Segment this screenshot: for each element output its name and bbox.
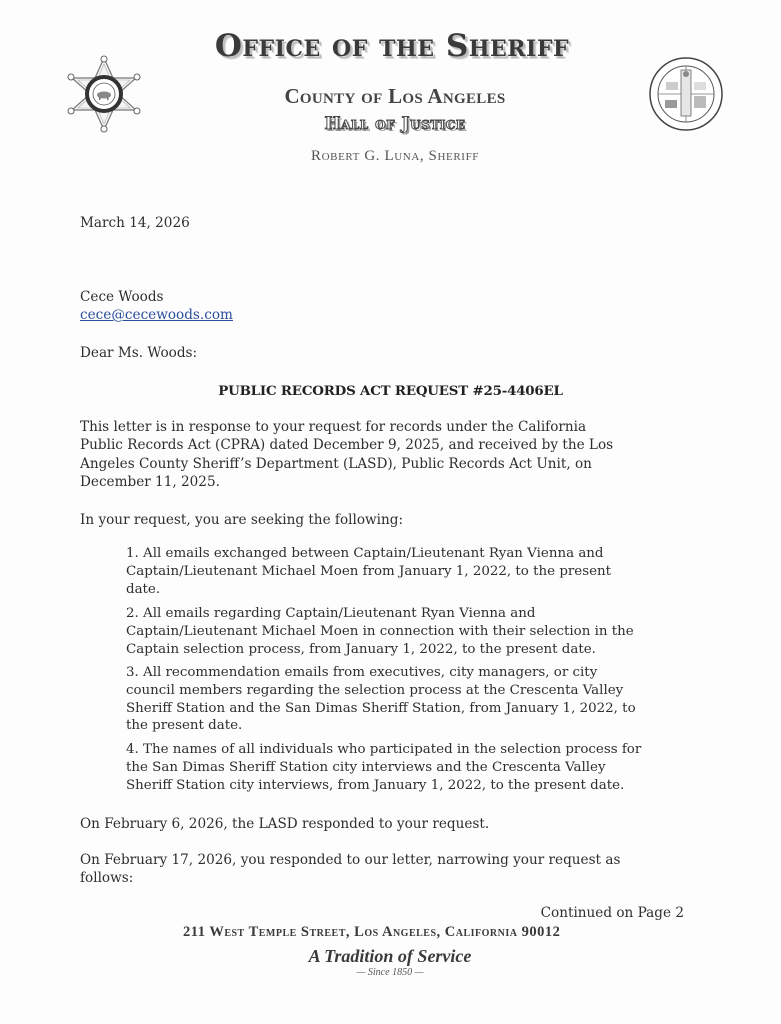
recipient-name: Cece Woods	[80, 289, 164, 305]
response-paragraph: On February 6, 2026, the LASD responded to your request.	[80, 816, 490, 832]
continued-note: Continued on Page 2	[540, 905, 684, 921]
narrowing-paragraph: On February 17, 2026, you responded to our letter, narrowing your request as follows:	[80, 852, 621, 887]
letterhead-building: Hall of Justice	[324, 114, 466, 134]
letterhead-county: County of Los Angeles	[284, 84, 506, 108]
footer-since: — Since 1850 —	[356, 967, 424, 978]
intro-paragraph: This letter is in response to your request for records under the California Public Records Act (CPRA) dated December 9, 2025, and received by the Los Angeles County Sheriff’s Department (LASD), Public Records Act Unit, on December 11, 2025.	[80, 419, 614, 490]
letter-date: March 14, 2026	[80, 215, 190, 231]
request-item-3: 3. All recommendation emails from executives, city managers, or city council members regarding the selection process at the Crescenta Valley Sheriff Station and the San Dimas Sheriff Station, from January 1, 2022, to the present date.	[126, 665, 636, 734]
footer-motto: A Tradition of Service	[308, 946, 472, 966]
letterhead-sheriff-name: Robert G. Luna, Sheriff	[310, 148, 480, 164]
footer-address: 211 West Temple Street, Los Angeles, California 90012	[183, 924, 561, 940]
salutation: Dear Ms. Woods:	[80, 345, 198, 361]
subject-line: PUBLIC RECORDS ACT REQUEST #25-4406EL	[218, 383, 563, 399]
county-seal-icon	[648, 56, 724, 132]
letterhead-title: Office of the Sheriff	[214, 28, 570, 64]
request-item-4: 4. The names of all individuals who participated in the selection process for the San Dimas Sheriff Station city interviews and the Crescenta Valley Sheriff Station city interviews, from January 1, 2022, to the present date.	[126, 742, 642, 793]
request-item-1: 1. All emails exchanged between Captain/Lieutenant Ryan Vienna and Captain/Lieutenant Michael Moen from January 1, 2022, to the present date.	[126, 546, 612, 597]
request-item-2: 2. All emails regarding Captain/Lieutenant Ryan Vienna and Captain/Lieutenant Michael Moen in connection with their selection in the Captain selection process, from January 1, 2022, to the present date.	[126, 606, 634, 657]
sheriff-star-badge-icon	[66, 54, 142, 134]
seeking-intro: In your request, you are seeking the following:	[80, 512, 404, 528]
recipient-email-link[interactable]: cece@cecewoods.com	[80, 307, 233, 323]
